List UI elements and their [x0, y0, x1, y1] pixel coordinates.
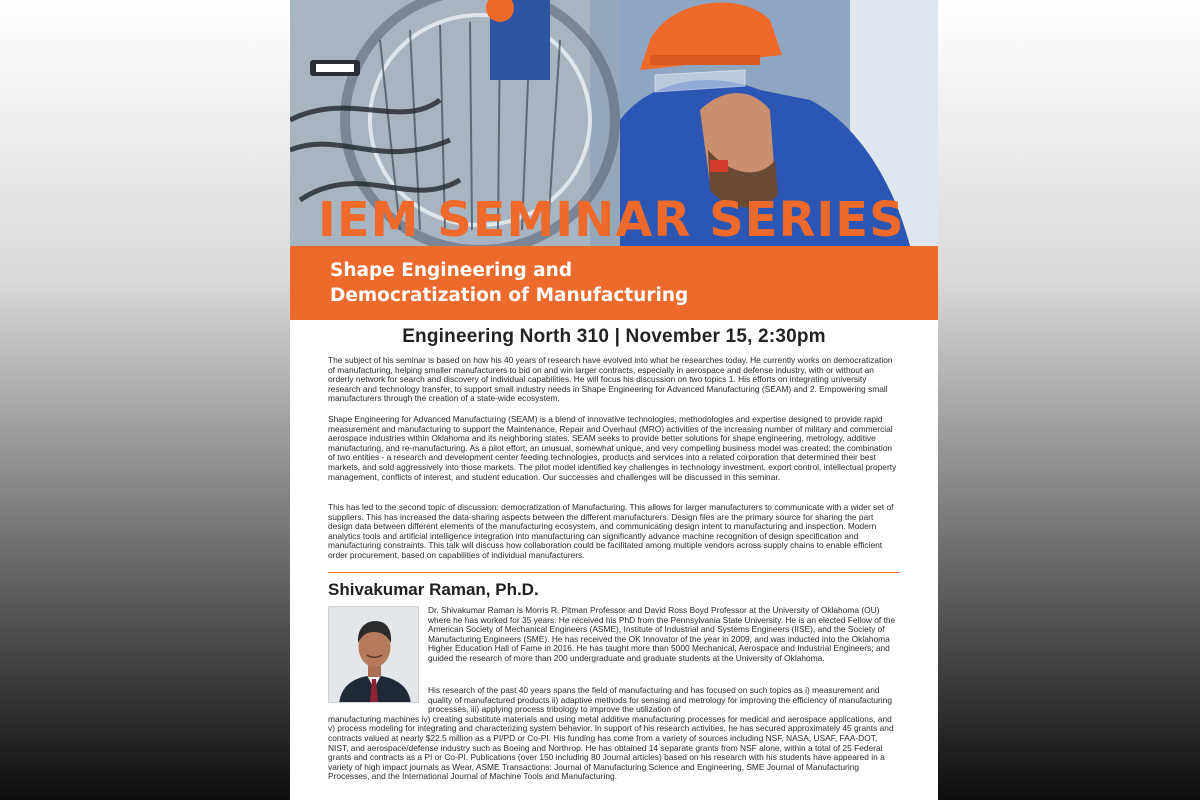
section-divider [328, 572, 900, 573]
speaker-bio-paragraph-2 [328, 686, 900, 782]
abstract-paragraph-2: Shape Engineering for Advanced Manufacturing (SEAM) is a blend of innovative technologies, methodologies and expertise designed to provide rapid measurement and manufacturing to support the Maintenance, Repair and Overhaul (MRO) activities of the increasing number of military and commercial aerospace industries within Oklahoma and its neighboring states. SEAM seeks to provide better solutions for shape engineering, metrology, additive manufacturing, and re-manufacturing. As a pilot effort, an unusual, somewhat unique, and very compelling business model was created: the combination of two entities - a research and development center feeding technologies, products and services into a related corporation that determined their best markets, and sold aggressively into those markets. The pilot model identified key challenges in technology investment, export control, intellectual property management, conflicts of interest, and student education. Our successes and challenges will be discussed in this seminar. [328, 414, 897, 482]
speaker-bio-paragraph-2-rest: manufacturing machines iv) creating substitute materials and using metal additive manufacturing processes for medical and aerospace applications, and v) process modeling for integrating and characterizing system behavior. In support of his research activities, he has secured approximately 45 grants and contracts valued at nearly $22.5 million as a PI/PD or Co-PI. His funding has come from a variety of sources including NSF, NASA, USAF, FAA-DOT, NIST, and aerospace/defense industry such as Boeing and Northrop. He has obtained 14 separate grants from NSF alone, within a total of 25 Federal grants and contracts as a PI or Co-PI. Publications (over 150 including 80 Journal articles) based on his research with his students have appeared in a variety of high impact journals as Wear, ASME Transactions: Journal of Manufacturing Science and Engineering, SME Journal of Manufacturing Processes, and the International Journal of Machine Tools and Manufacturing. [328, 713, 894, 782]
speaker-name: Shivakumar Raman, Ph.D. [328, 580, 539, 599]
seminar-title-line-1: Shape Engineering and [330, 260, 573, 281]
hero-photo [290, 0, 938, 246]
series-title: IEM SEMINAR SERIES [318, 192, 905, 246]
left-background-panel [0, 0, 290, 800]
speaker-bio-paragraph-2-indented: His research of the past 40 years spans the field of manufacturing and has focused on such topics as i) measurement and quality of manufactured products ii) adaptive methods for sensing and metrology for improving the efficiency of manufacturing processes, iii) applying process tribology to improve the utilization of [428, 685, 892, 715]
right-background-panel [938, 0, 1200, 800]
abstract-paragraph-1: The subject of his seminar is based on how his 40 years of research have evolved into what he researches today. He currently works on democratization of manufacturing, helping smaller manufacturers to bid on and win larger contracts, especially in aerospace and defense industry, with or without an orderly network for search and discovery of individual capabilities. He will focus his discussion on two topics 1. His efforts on integrating university research and technology transfer, to support small industry needs in Shape Engineering for Advanced Manufacturing (SEAM) and 2. Empowering small manufacturers through the creation of a state-wide ecosystem. [328, 355, 893, 404]
seminar-flyer [290, 0, 938, 800]
abstract-paragraph-3: This has led to the second topic of discussion: democratization of Manufacturing. This allows for larger manufacturers to communicate with a wider set of suppliers. This has increased the data-sharing aspects between the different manufacturers. Design files are the primary source for sharing the part design data between different elements of the manufacturing ecosystem, and communicating design intent to manufacturing and inspection. Modern analytics tools and artificial intelligence integration into manufacturing can significantly advance machine recognition of design specification and manufacturing constraints. This talk will discuss how collaboration could be facilitated among multiple vendors across supply chains to enable efficient order procurement, based on capabilities of individual manufacturers. [328, 502, 894, 560]
seminar-title-line-2: Democratization of Manufacturing [330, 285, 689, 306]
venue-date-time: Engineering North 310 | November 15, 2:30pm [402, 326, 826, 347]
seminar-title [330, 258, 930, 308]
speaker-bio-paragraph-1: Dr. Shivakumar Raman is Morris R. Pitman Professor and David Ross Boyd Professor at the University of Oklahoma (OU) where he has worked for 35 years. He received his PhD from the Pennsylvania State University. He is an elected Fellow of the American Society of Mechanical Engineers (ASME), Institute of Industrial and Systems Engineers (IISE), and the Society of Manufacturing Engineers (SME). He has received the OK Innovator of the year in 2009, and was inducted into the Oklahoma Higher Education Hall of Fame in 2016. He has taught more than 5000 Mechanical, Aerospace and Industrial Engineers; and guided the research of more than 200 undergraduate and graduate students at the University of Oklahoma. [428, 605, 896, 663]
